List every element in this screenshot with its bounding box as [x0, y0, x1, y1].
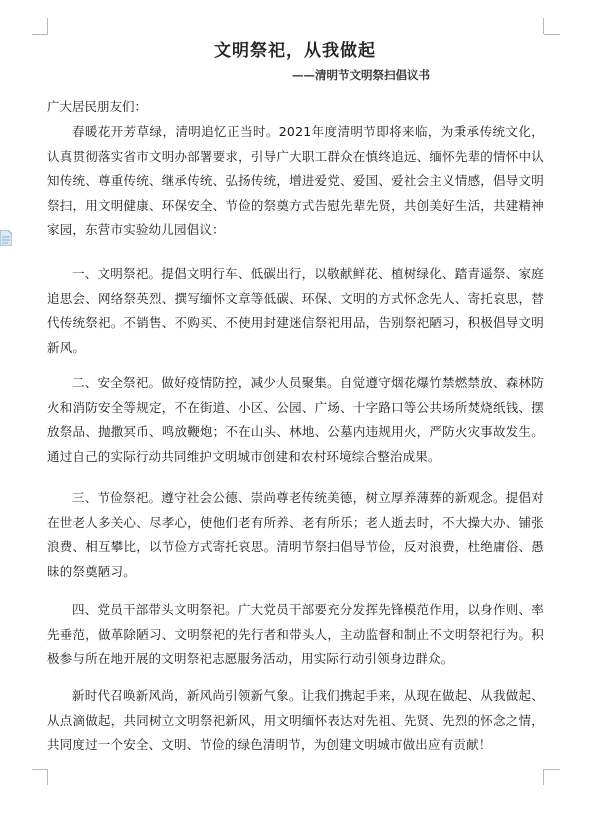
crop-mark-top-left-h — [32, 34, 48, 35]
paragraph-party-members: 四、党员干部带头文明祭祀。广大党员干部要充分发挥先锋模范作用，以身作则、率先垂范，做革除陋习、文明祭祀的先行者和带头人，主动监督和制止不文明祭祀行为。积极参与所在地开展的文明祭祀志愿服务活动，用实际行动引领身边群众。 — [47, 602, 544, 666]
paragraph-intro: 春暖花开芳草绿，清明追忆正当时。2021年度清明节即将来临，为秉承传统文化，认真贯彻落实省市文明办部署要求，引导广大职工群众在慎终追远、缅怀先辈的情怀中认知传统、尊重传统、继承传统、弘扬传统，增进爱党、爱国、爱社会主义情感，倡导文明祭扫，用文明健康、环保安全、节俭的祭奠方式告慰先辈先贤，共创美好生活，共建精神家园，东营市实验幼儿园倡议： — [47, 124, 544, 237]
paragraph-civilized-sacrifice: 一、文明祭祀。提倡文明行车、低碳出行，以敬献鲜花、植树绿化、踏青遥祭、家庭追思会、网络祭英烈、撰写缅怀文章等低碳、环保、文明的方式怀念先人、寄托哀思，替代传统祭祀。不销售、不购买、不使用封建迷信祭祀用品，告别祭祀陋习，积极倡导文明新风。 — [47, 266, 544, 355]
document-subtitle: ——清明节文明祭扫倡议书 — [292, 68, 430, 82]
document-title: 文明祭祀，从我做起 — [214, 41, 376, 61]
crop-mark-bottom-left-h — [32, 769, 48, 770]
crop-mark-top-right-h — [544, 34, 560, 35]
crop-mark-top-right — [543, 18, 544, 34]
crop-mark-bottom-right — [543, 769, 544, 785]
paragraph-frugal-sacrifice: 三、节俭祭祀。遵守社会公德、崇尚尊老传统美德，树立厚养薄葬的新观念。提倡对在世老人多关心、尽孝心，使他们老有所养、老有所乐；老人逝去时，不大操大办、铺张浪费、相互攀比，以节俭方式寄托哀思。清明节祭扫倡导节俭，反对浪费，杜绝庸俗、愚昧的祭奠陋习。 — [47, 490, 544, 579]
crop-mark-bottom-right-h — [544, 769, 560, 770]
document-icon[interactable] — [0, 230, 12, 246]
crop-mark-bottom-left — [47, 769, 48, 785]
crop-mark-top-left — [47, 18, 48, 34]
paragraph-safe-sacrifice: 二、安全祭祀。做好疫情防控，减少人员聚集。自觉遵守烟花爆竹禁燃禁放、森林防火和消防安全等规定，不在街道、小区、公园、广场、十字路口等公共场所焚烧纸钱、摆放祭品、抛撒冥币、鸣放鞭炮；不在山头、林地、公墓内违规用火，严防火灾事故发生。通过自己的实际行动共同维护文明城市创建和农村环境综合整治成果。 — [47, 375, 544, 464]
salutation: 广大居民朋友们： — [47, 99, 148, 114]
paragraph-closing: 新时代召唤新风尚，新风尚引领新气象。让我们携起手来，从现在做起、从我做起、从点滴做起，共同树立文明祭祀新风，用文明缅怀表达对先祖、先贤、先烈的怀念之情，共同度过一个安全、文明、节俭的绿色清明节，为创建文明城市做出应有贡献！ — [47, 688, 544, 752]
